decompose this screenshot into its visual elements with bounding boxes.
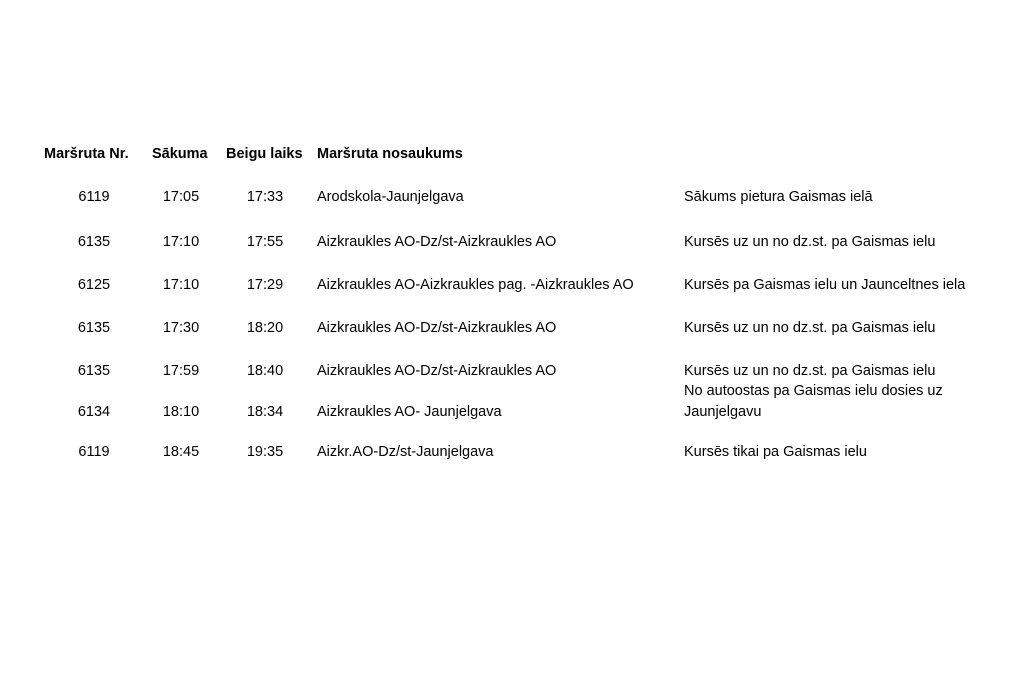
route-name: Aizkraukles AO-Aizkraukles pag. -Aizkraukles AO xyxy=(317,277,634,293)
header-route-number: Maršruta Nr. xyxy=(44,146,129,162)
end-time: 18:40 xyxy=(246,363,284,379)
route-note: Kursēs pa Gaismas ielu un Jaunceltnes iela xyxy=(684,277,966,293)
header-route-name: Maršruta nosaukums xyxy=(317,146,463,162)
header-end-time: Beigu laiks xyxy=(226,146,303,162)
route-name: Aizkraukles AO-Dz/st-Aizkraukles AO xyxy=(317,320,557,336)
end-time: 17:33 xyxy=(246,189,284,205)
route-number: 6135 xyxy=(77,363,111,379)
end-time: 17:55 xyxy=(246,234,284,250)
route-number: 6135 xyxy=(77,320,111,336)
start-time: 17:05 xyxy=(162,189,200,205)
route-name: Aizkraukles AO- Jaunjelgava xyxy=(317,404,502,420)
route-number: 6125 xyxy=(77,277,111,293)
start-time: 17:59 xyxy=(162,363,200,379)
end-time: 18:34 xyxy=(246,404,284,420)
start-time: 17:10 xyxy=(162,234,200,250)
route-note-line-1: No autoostas pa Gaismas ielu dosies uz xyxy=(684,383,943,399)
start-time: 17:10 xyxy=(162,277,200,293)
route-number: 6135 xyxy=(77,234,111,250)
route-name: Arodskola-Jaunjelgava xyxy=(317,189,464,205)
route-note: Kursēs uz un no dz.st. pa Gaismas ielu xyxy=(684,234,936,250)
start-time: 17:30 xyxy=(162,320,200,336)
start-time: 18:45 xyxy=(162,444,200,460)
route-note: Kursēs uz un no dz.st. pa Gaismas ielu xyxy=(684,363,936,379)
route-note: Kursēs tikai pa Gaismas ielu xyxy=(684,444,867,460)
route-note-line-2: Jaunjelgavu xyxy=(684,404,762,420)
route-number: 6119 xyxy=(78,444,110,460)
header-start-time: Sākuma xyxy=(152,146,208,162)
start-time: 18:10 xyxy=(162,404,200,420)
route-name: Aizkr.AO-Dz/st-Jaunjelgava xyxy=(317,444,494,460)
route-note: Kursēs uz un no dz.st. pa Gaismas ielu xyxy=(684,320,936,336)
route-number: 6119 xyxy=(78,189,110,205)
end-time: 19:35 xyxy=(246,444,284,460)
route-number: 6134 xyxy=(77,404,111,420)
end-time: 17:29 xyxy=(246,277,284,293)
route-name: Aizkraukles AO-Dz/st-Aizkraukles AO xyxy=(317,363,557,379)
route-note: Sākums pietura Gaismas ielā xyxy=(684,189,873,205)
route-name: Aizkraukles AO-Dz/st-Aizkraukles AO xyxy=(317,234,557,250)
end-time: 18:20 xyxy=(246,320,284,336)
